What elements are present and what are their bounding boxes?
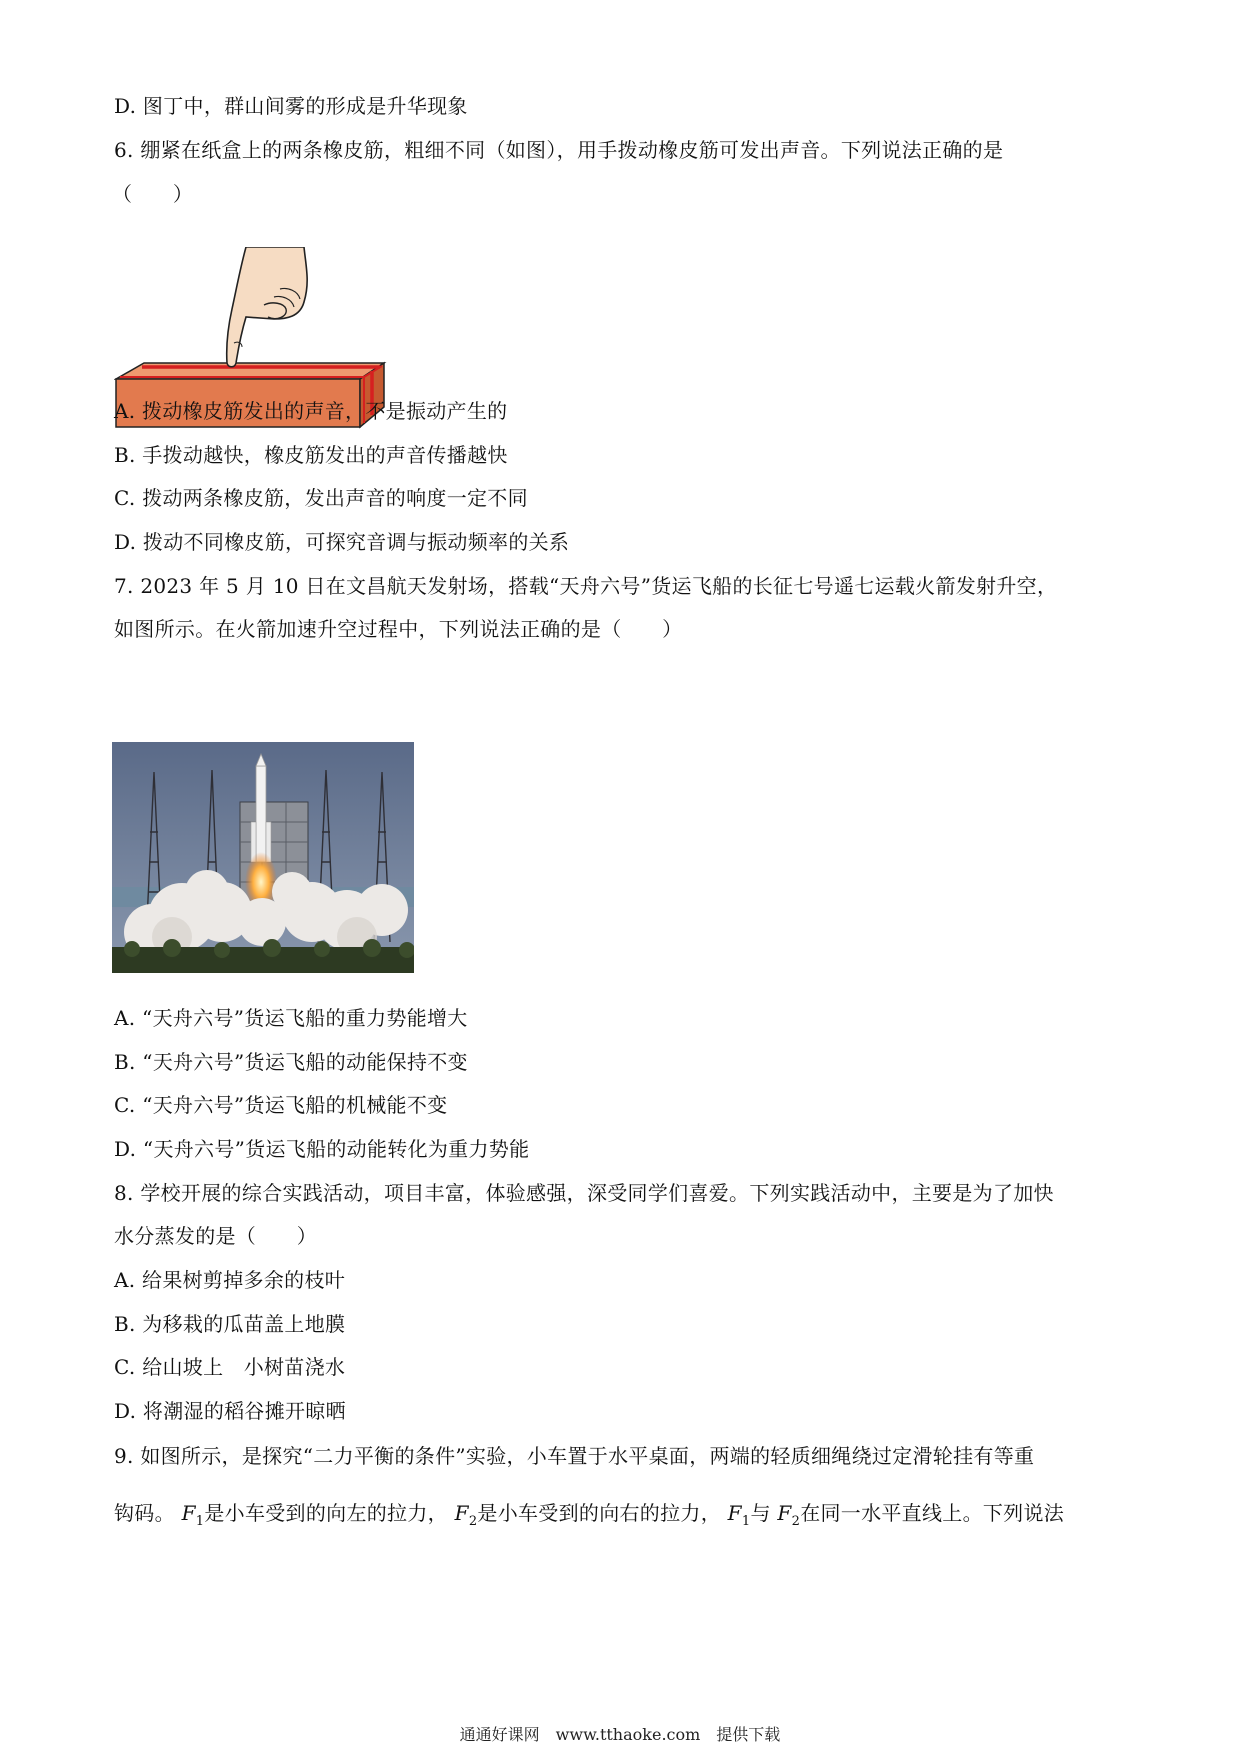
q7-stem-line-1: 7. 2023 年 5 月 10 日在文昌航天发射场，搭载“天舟六号”货运飞船的长征七号遥七运载火箭发射升空， [114,574,1058,598]
q9-text-part-4: 与 [750,1501,771,1525]
force-f2-symbol [777,1501,801,1529]
subscript-1: 1 [741,1514,751,1529]
page-footer: 通通好课网 www.tthaoke.com 提供下载 [459,1725,781,1744]
q6-stem-line-1: 6. 绷紧在纸盒上的两条橡皮筋，粗细不同（如图），用手拨动橡皮筋可发出声音。下列说法正确的是 [114,138,1004,162]
q8-option-a: A. 给果树剪掉多余的枝叶 [114,1268,346,1292]
q9-text-part-5: 在同一水平直线上。下列说法 [800,1501,1065,1525]
q7-option-a: A. “天舟六号”货运飞船的重力势能增大 [114,1006,468,1030]
q7-option-d: D. “天舟六号”货运飞船的动能转化为重力势能 [114,1137,530,1161]
q6-option-d: D. 拨动不同橡皮筋，可探究音调与振动频率的关系 [114,530,570,554]
q9-stem-line-1: 9. 如图所示，是探究“二力平衡的条件”实验，小车置于水平桌面，两端的轻质细绳绕过定滑轮挂有等重 [114,1444,1035,1468]
force-f1-symbol [727,1501,751,1529]
q6-option-c: C. 拨动两条橡皮筋，发出声音的响度一定不同 [114,486,528,510]
q6-option-a: A. 拨动橡皮筋发出的声音，不是振动产生的 [114,399,508,423]
q8-option-b: B. 为移栽的瓜苗盖上地膜 [114,1312,346,1336]
q5-option-d: D. 图丁中，群山间雾的形成是升华现象 [114,94,468,118]
q6-stem-line-2: （ ） [112,182,194,206]
q7-figure [112,742,414,973]
q8-option-d: D. 将潮湿的稻谷摊开晾晒 [114,1399,346,1423]
q9-text-part-1: 钩码。 [114,1501,175,1525]
subscript-2: 2 [791,1514,801,1529]
q8-stem-line-1: 8. 学校开展的综合实践活动，项目丰富，体验感强，深受同学们喜爱。下列实践活动中，主要是为了加快 [114,1181,1054,1205]
force-symbol-f: F [181,1501,196,1525]
rocket-launch-photo [112,742,414,973]
q8-stem-line-2: 水分蒸发的是（ ） [114,1224,317,1248]
subscript-1: 1 [195,1514,205,1529]
force-symbol-f: F [454,1501,469,1525]
force-symbol-f: F [727,1501,742,1525]
q7-option-b: B. “天舟六号”货运飞船的动能保持不变 [114,1050,468,1074]
subscript-2: 2 [468,1514,478,1529]
q9-stem-line-2 [114,1500,1064,1535]
force-f1-symbol [181,1501,205,1529]
force-symbol-f: F [777,1501,792,1525]
q9-text-part-2: 是小车受到的向左的拉力， [204,1501,448,1525]
q7-stem-line-2: 如图所示。在火箭加速升空过程中，下列说法正确的是（ ） [114,617,683,641]
q7-option-c: C. “天舟六号”货运飞船的机械能不变 [114,1093,448,1117]
q6-option-b: B. 手拨动越快，橡皮筋发出的声音传播越快 [114,443,508,467]
q9-text-part-3: 是小车受到的向右的拉力， [477,1501,721,1525]
q8-option-c: C. 给山坡上 小树苗浇水 [114,1355,346,1379]
force-f2-symbol [454,1501,478,1529]
